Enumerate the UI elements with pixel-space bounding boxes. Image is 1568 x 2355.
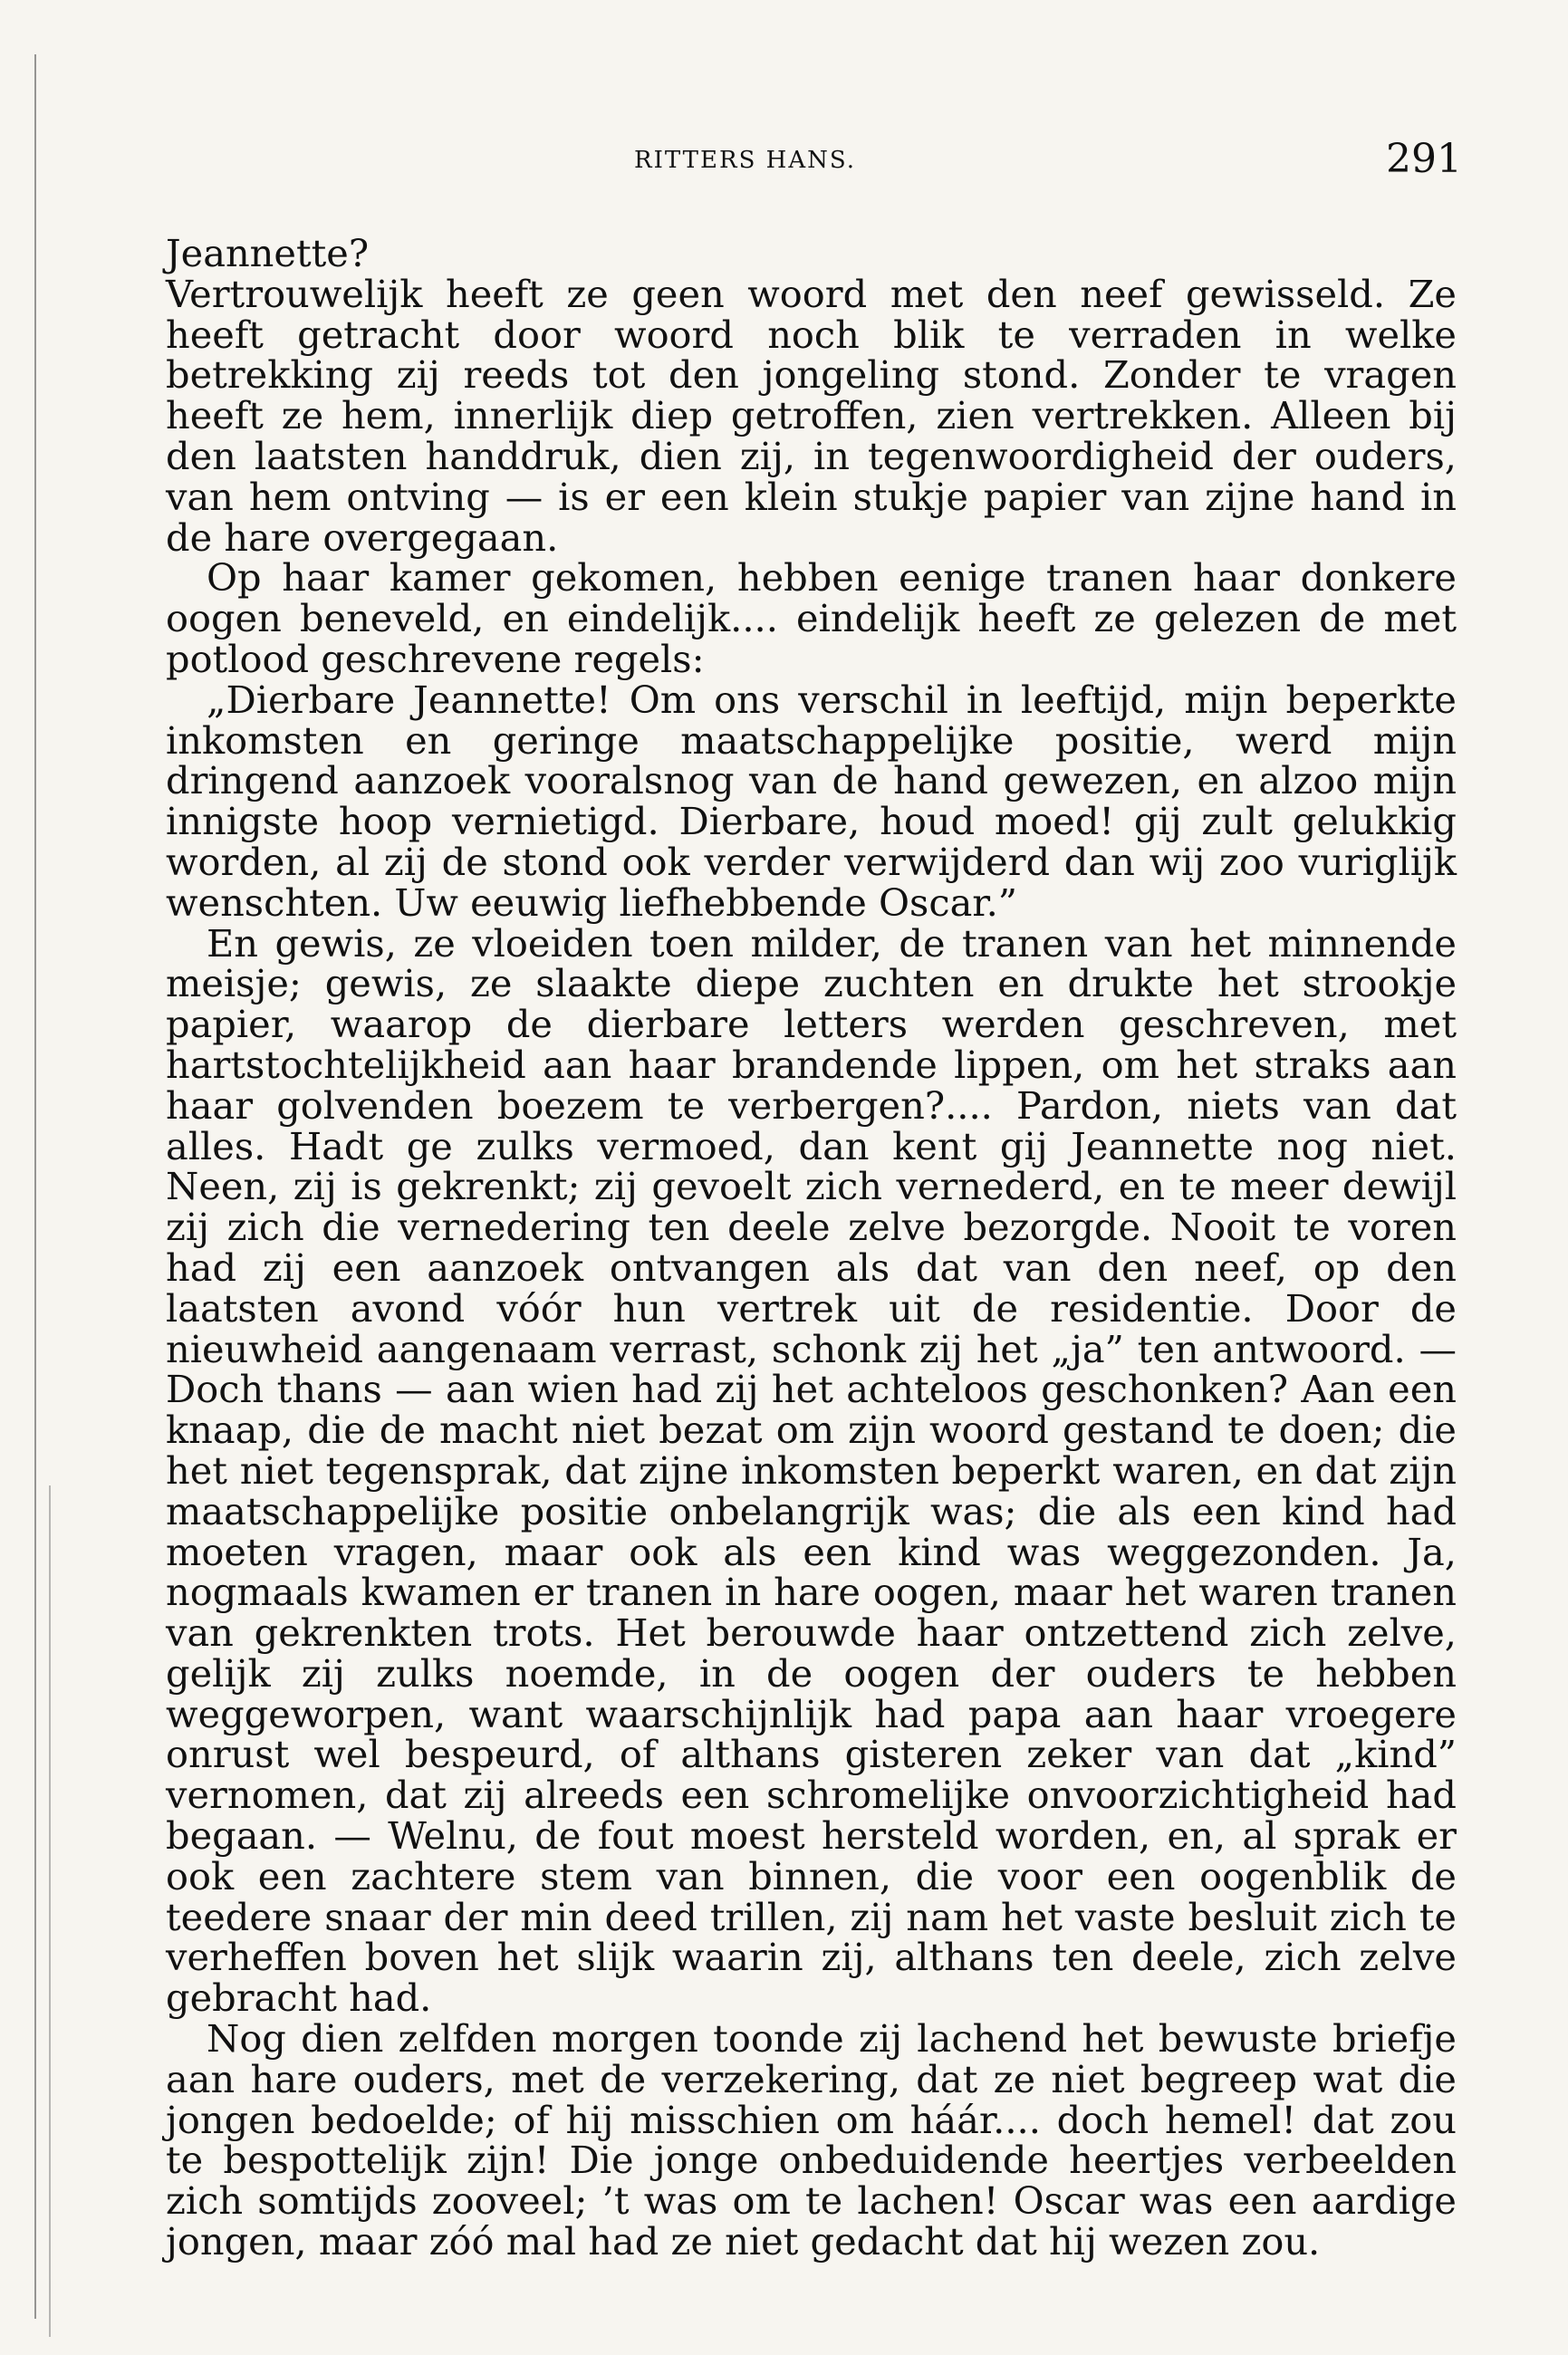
paragraph: Vertrouwelijk heeft ze geen woord met den neef gewisseld. Ze heeft getracht door woord noch blik te verraden in welke betrekking zij reeds tot den jongeling stond. Zonder te vragen heeft ze hem, innerlijk diep getroffen, zien vertrekken. Alleen bij den laatsten handdruk, dien zij, in tegenwoordigheid der ouders, van hem ontving — is er een klein stukje papier van zijne hand in de hare overgegaan.: [166, 271, 1457, 560]
paragraph: Jeannette?: [166, 231, 370, 275]
page-edge-line-lower: [49, 1485, 51, 2337]
paragraph: Nog dien zelfden morgen toonde zij lachend het bewuste briefje aan hare ouders, met de verzekering, dat ze niet begreep wat die jongen bedoelde; of hij misschien om háár.... doch hemel! dat zou te bespottelijk zijn! Die jonge onbeduidende heertjes verbeelden zich somtijds zooveel; ’t was om te lachen! Oscar was een aardige jongen, maar zóó mal had ze niet gedacht dat hij wezen zou.: [166, 2016, 1457, 2264]
running-title: RITTERS HANS.: [634, 147, 856, 174]
paragraph: En gewis, ze vloeiden toen milder, de tranen van het minnende meisje; gewis, ze slaakte diepe zuchten en drukte het strookje papier, waarop de dierbare letters werden geschreven, met hartstochtelijkheid aan haar brandende lippen, om het straks aan haar golvenden boezem te verbergen?.... Pardon, niets van dat alles. Hadt ge zulks vermoed, dan kent gij Jeannette nog niet. Neen, zij is gekrenkt; zij gevoelt zich vernederd, en te meer dewijl zij zich die vernedering ten deele zelve bezorgde. Nooit te voren had zij een aanzoek ontvangen als dat van den neef, op den laatsten avond vóór hun vertrek uit de residentie. Door de nieuwheid aangenaam verrast, schonk zij het „ja” ten antwoord. — Doch thans — aan wien had zij het achteloos geschonken? Aan een knaap, die de macht niet bezat om zijn woord gestand te doen; die het niet tegensprak, dat zijne inkomsten beperkt waren, en dat zijn maatschappelijke positie onbelangrijk was; die als een kind had moeten vragen, maar ook als een kind was weggezonden. Ja, nogmaals kwamen er tranen in hare oogen, maar het waren tranen van gekrenkten trots. Het berouwde haar ontzettend zich zelve, gelijk zij zulks noemde, in de oogen der ouders te hebben weggeworpen, want waarschijnlijk had papa aan haar vroegere onrust wel bespeurd, of althans gisteren zeker van dat „kind” vernomen, dat zij alreeds een schromelijke onvoorzichtigheid had begaan. — Welnu, de fout moest hersteld worden, en, al sprak er ook een zachtere stem van binnen, die voor een oogenblik de teedere snaar der min deed trillen, zij nam het vaste besluit zich te verheffen boven het slijk waarin zij, althans ten deele, zich zelve gebracht had.: [166, 920, 1457, 2021]
quoted-letter: „Dierbare Jeannette! Om ons verschil in leeftijd, mijn beperkte inkomsten en geringe maatschappelijke positie, werd mijn dringend aanzoek vooralsnog van de hand gewezen, en alzoo mijn innigste hoop vernietigd. Dierbare, houd moed! gij zult gelukkig worden, al zij de stond ook verder verwijderd dan wij zoo vuriglijk wenschten. Uw eeuwig liefhebbende Oscar.”: [166, 677, 1457, 925]
page-edge-line: [34, 54, 36, 2319]
body-text: [166, 231, 1457, 2264]
paragraph: Op haar kamer gekomen, hebben eenige tranen haar donkere oogen beneveld, en eindelijk.... eindelijk heeft ze gelezen de met potlood geschrevene regels:: [166, 555, 1457, 681]
page-header: [0, 136, 1568, 190]
page-number: 291: [1386, 136, 1462, 182]
